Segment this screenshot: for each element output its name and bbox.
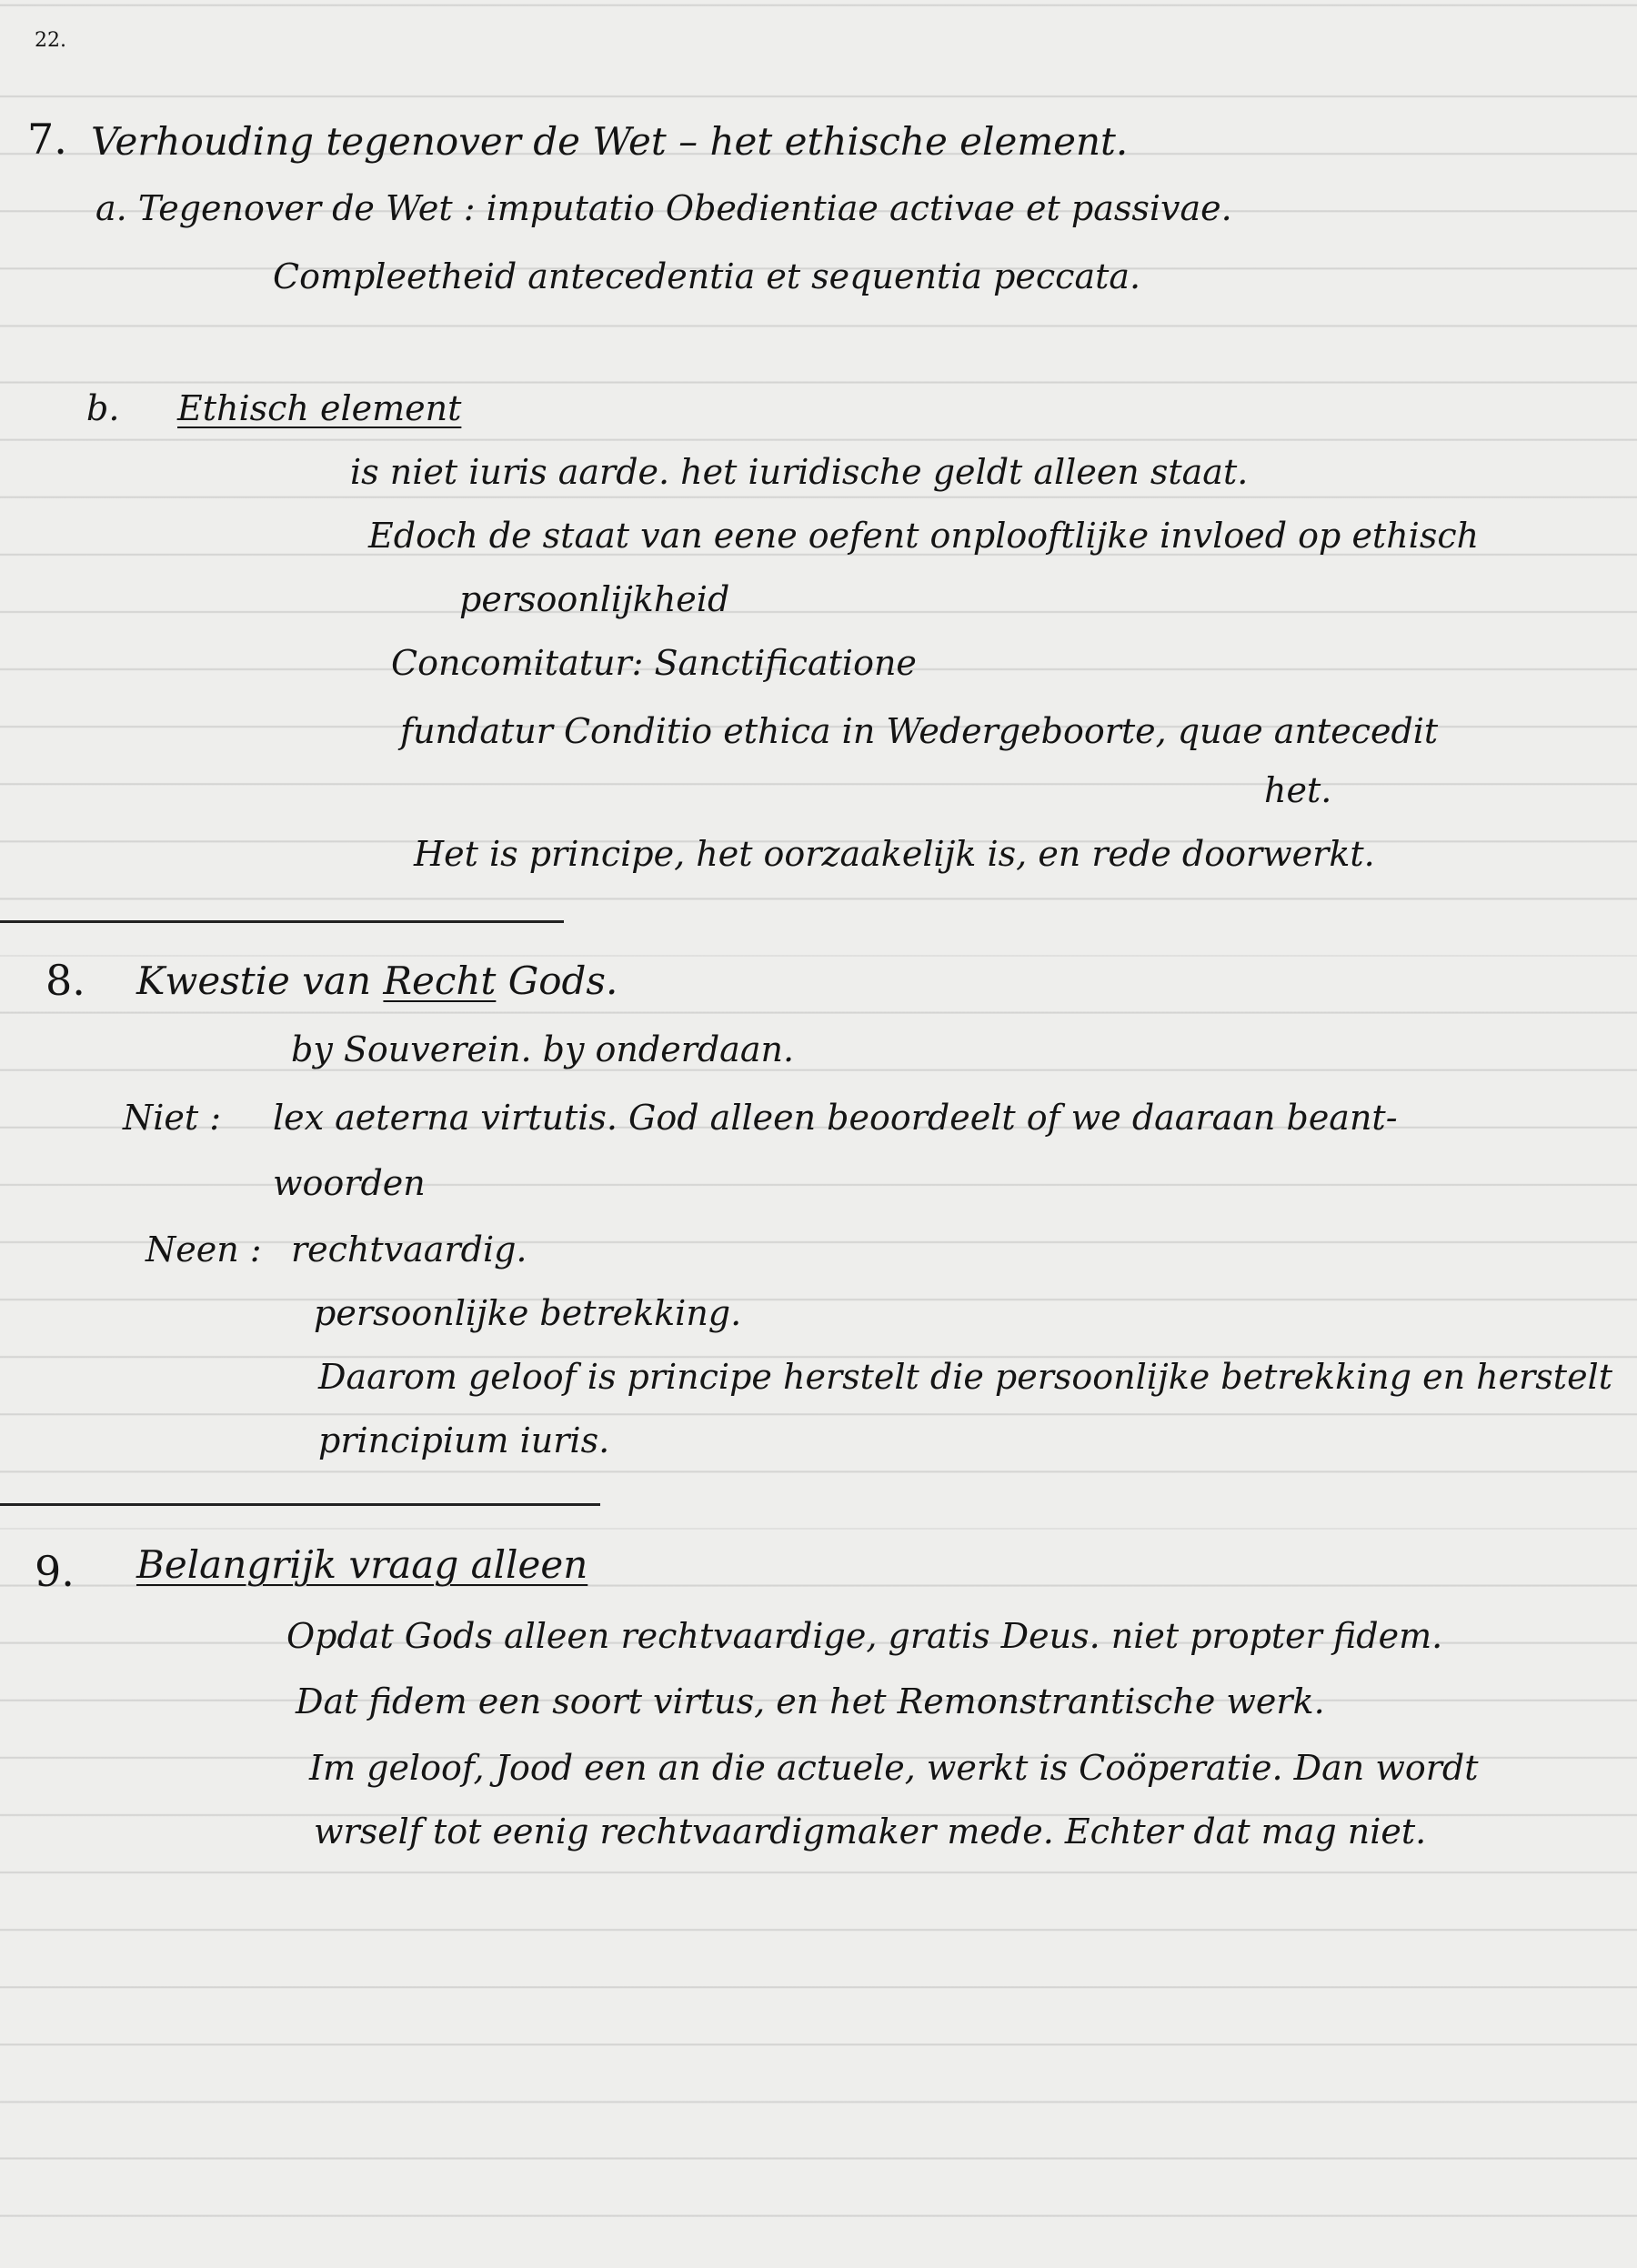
section-8-marker: 8. [45, 956, 85, 1005]
section-9-line-1: Opdat Gods alleen rechtvaardige, gratis Deus. niet propter fidem. [286, 1616, 1443, 1656]
section-9-title: Belangrijk vraag alleen [136, 1542, 588, 1587]
section-9-line-2: Dat fidem een soort virtus, en het Remonstrantische werk. [296, 1681, 1325, 1721]
section-9-line-3: Im geloof, Jood een an die actuele, werkt is Coöperatie. Dan wordt [309, 1748, 1479, 1788]
section-8-neen-line-2: Daarom geloof is principe herstelt die persoonlijke betrekking en herstelt [318, 1357, 1612, 1397]
section-7-line-7: Het is principe, het oorzaakelijk is, en rede doorwerkt. [414, 834, 1375, 874]
section-divider [0, 920, 564, 923]
section-7-line-5: fundatur Conditio ethica in Wedergeboorte, quae antecedit [400, 711, 1439, 751]
section-9-line-4: wrself tot eenig rechtvaardigmaker mede. Echter dat mag niet. [314, 1811, 1427, 1852]
section-7-line-4: Concomitatur: Sanctificatione [391, 643, 917, 683]
section-7-line-3: persoonlijkheid [459, 579, 730, 619]
section-7-title: Verhouding tegenover de Wet – het ethische element. [91, 119, 1129, 164]
section-7-marker: 7. [27, 115, 67, 164]
section-7-sub-b-label: Ethisch element [177, 388, 462, 428]
section-8-neen-label: Neen : [146, 1229, 262, 1269]
section-8-title-pre: Kwestie van [136, 958, 384, 1003]
section-9-marker: 9. [35, 1547, 75, 1596]
section-7-line-6: het. [1264, 770, 1332, 810]
section-8-neen-line-3: principium iuris. [318, 1420, 610, 1460]
section-7-line-1: is niet iuris aarde. het iuridische geldt alleen staat. [350, 452, 1249, 492]
section-8-title-underlined: Recht [383, 958, 497, 1003]
section-8-neen-line-1: persoonlijke betrekking. [314, 1293, 742, 1333]
section-8-niet-text: lex aeterna virtutis. God alleen beoordeelt of we daaraan beant- [273, 1098, 1398, 1138]
section-divider [0, 1503, 600, 1506]
section-8-neen-text: rechtvaardig. [291, 1229, 527, 1269]
section-8-niet-cont: woorden [273, 1163, 426, 1203]
section-8-title-post: Gods. [496, 958, 618, 1003]
section-7-sub-b-marker: b. [86, 388, 120, 428]
section-8-niet-label: Niet : [123, 1098, 222, 1138]
section-8-line-1: by Souverein. by onderdaan. [291, 1029, 795, 1069]
page-number: 22. [35, 29, 66, 52]
section-7-line-2: Edoch de staat van eene oefent onplooftlijke invloed op ethisch [368, 516, 1480, 556]
section-7-sub-a-cont: Compleetheid antecedentia et sequentia peccata. [273, 256, 1141, 296]
section-7-sub-a: a. Tegenover de Wet : imputatio Obedientiae activae et passivae. [95, 188, 1232, 228]
section-8-title [136, 958, 618, 1003]
